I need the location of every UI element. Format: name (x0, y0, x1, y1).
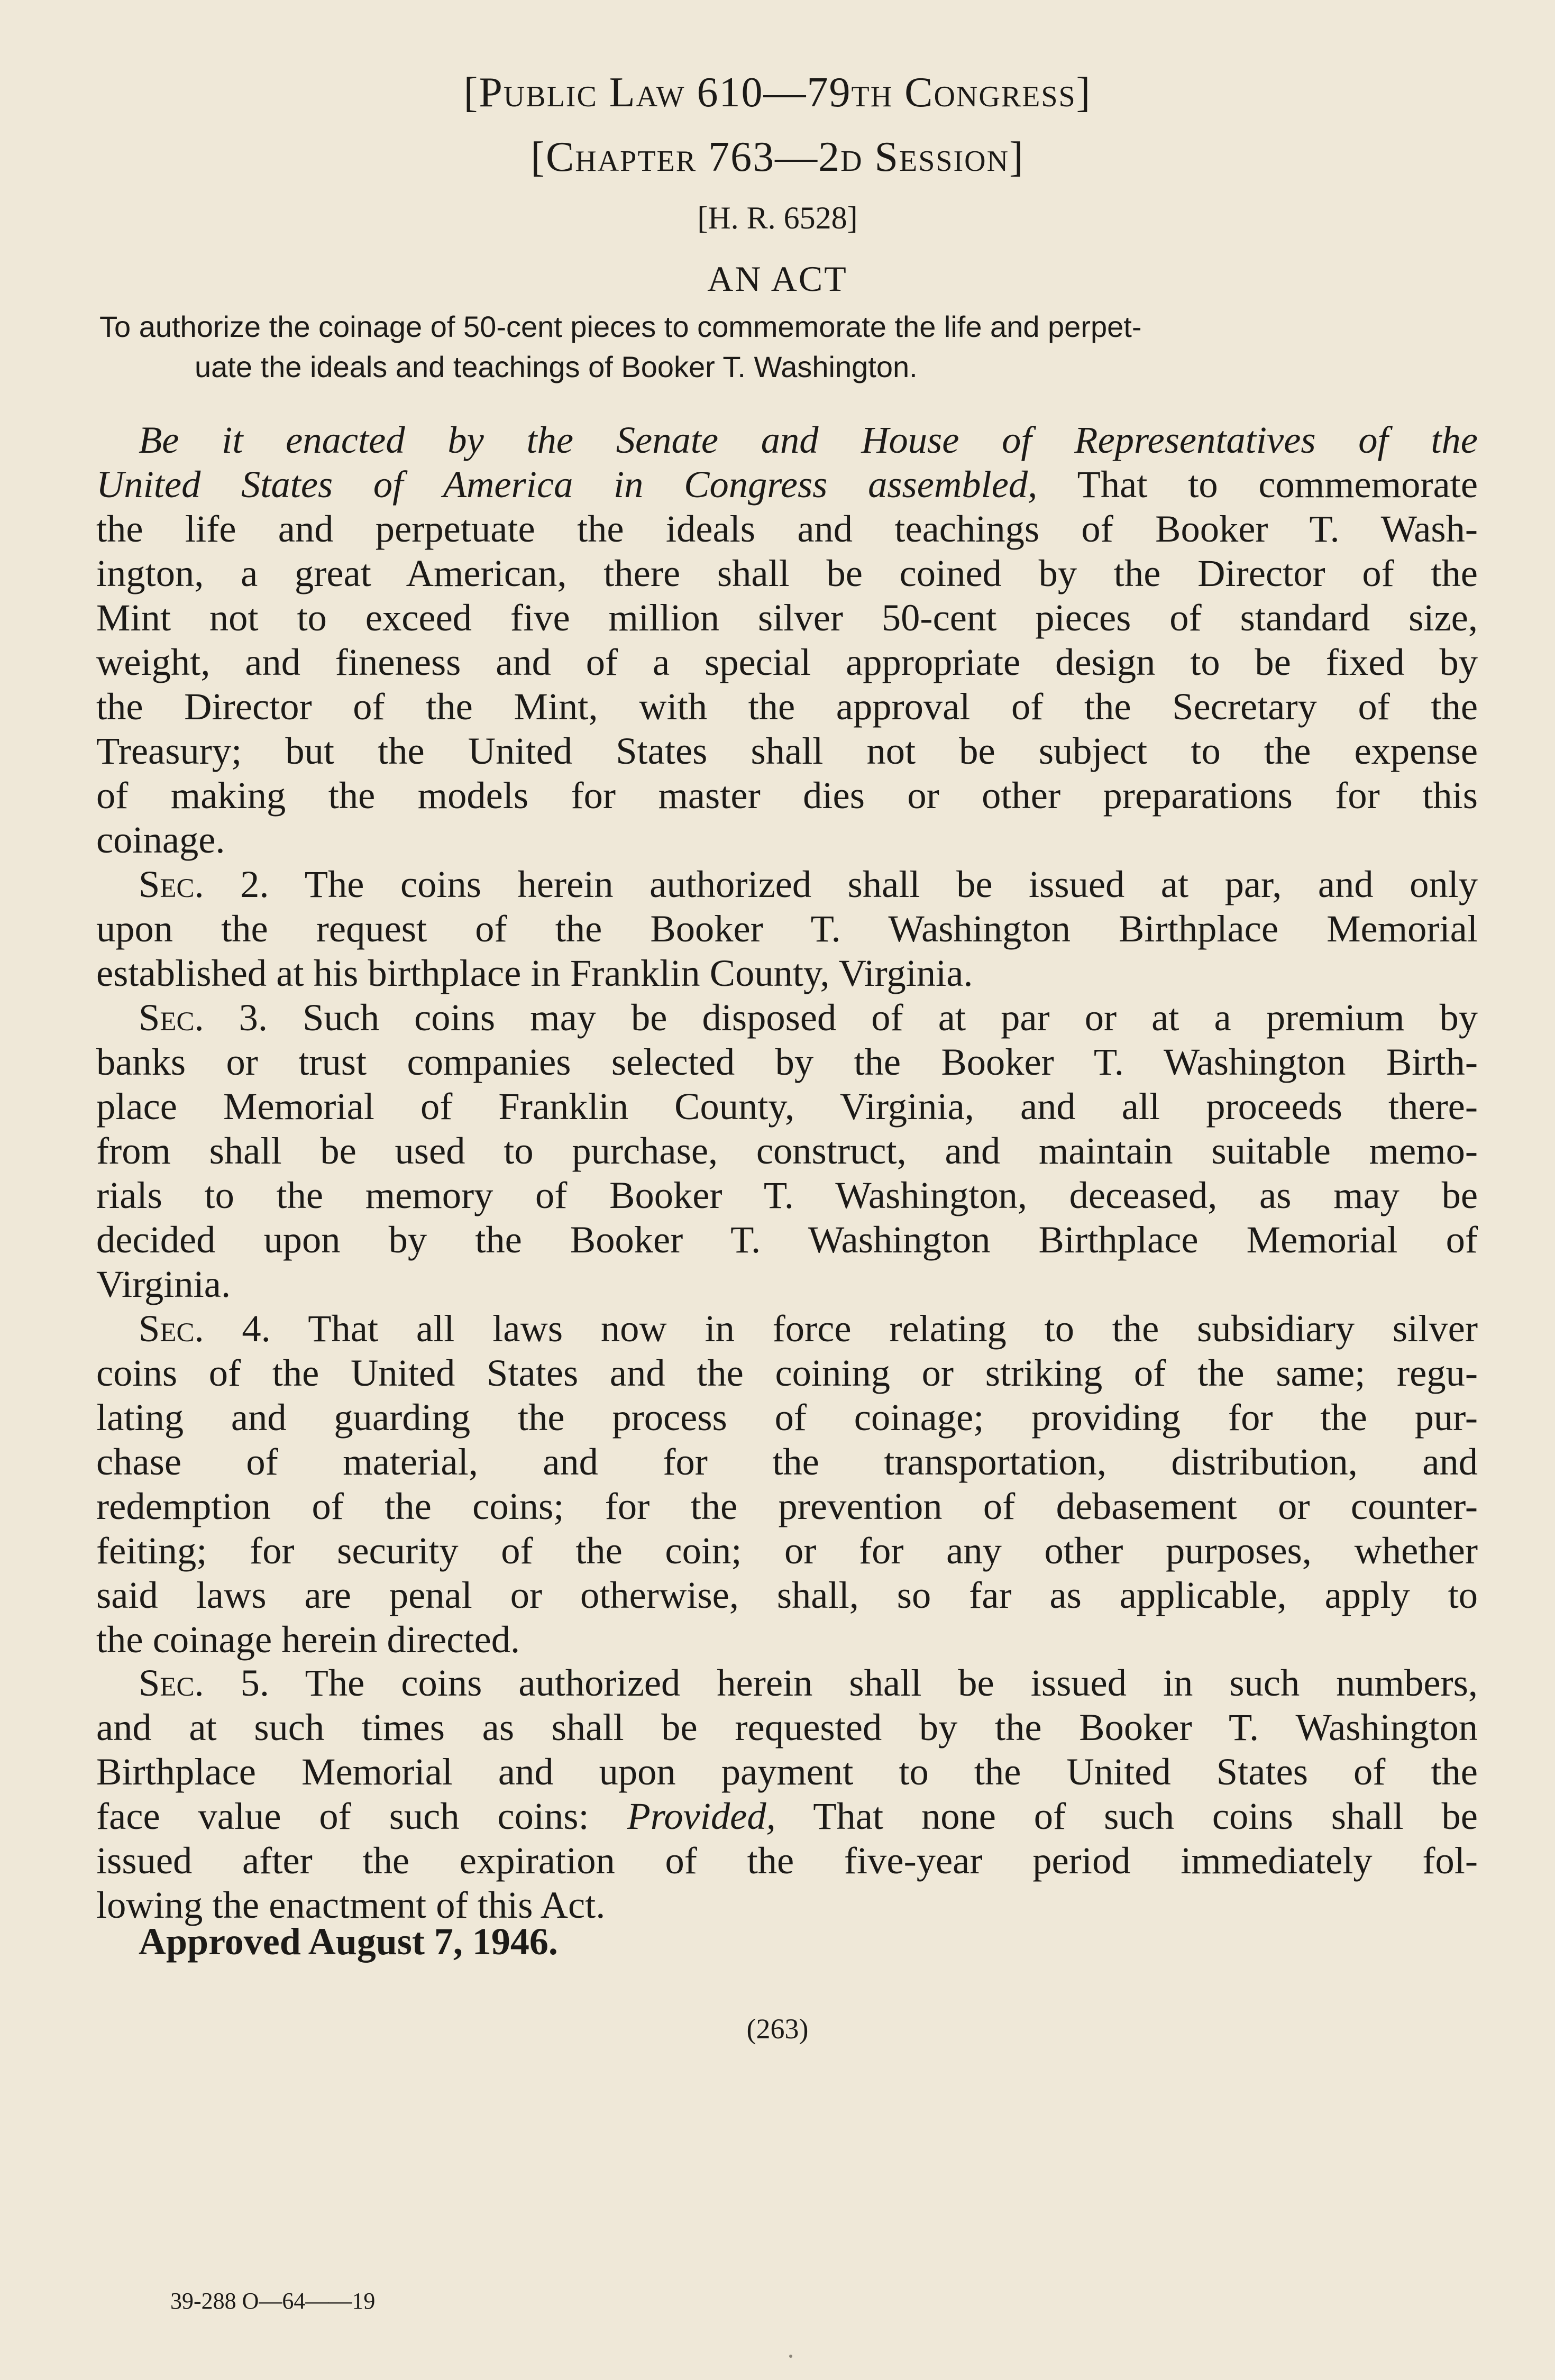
enacting-italic-fragment: United States of America in Congress assembled, (96, 463, 1038, 506)
section-3 (96, 995, 1478, 1306)
enacting-line (96, 462, 1478, 507)
section-label: Sec. 2. (139, 863, 269, 905)
body-line: Virginia. (96, 1262, 231, 1305)
bill-number: [H. R. 6528] (697, 200, 858, 235)
approval-date: Approved August 7, 1946. (139, 1920, 558, 1963)
purpose-line: To authorize the coinage of 50-cent pieces to commemorate the life and perpet- (99, 310, 1142, 343)
enacting-fragment: That to commemorate (1037, 463, 1478, 506)
section-label: Sec. 3. (139, 996, 268, 1039)
section-first-line (96, 862, 1478, 907)
paper-speck (789, 2355, 792, 2358)
body-line: rials to the memory of Booker T. Washington, deceased, as may be (96, 1174, 1478, 1216)
section-fragment: That all laws now in force relating to the subsidiary silver (270, 1307, 1478, 1350)
body-line: established at his birthplace in Franklin County, Virginia. (96, 951, 973, 994)
body-line: Treasury; but the United States shall not be subject to the expense (96, 729, 1478, 772)
body-line: the Director of the Mint, with the approval of the Secretary of the (96, 685, 1478, 728)
act-title: AN ACT (707, 259, 848, 299)
body-line: coins of the United States and the coining or striking of the same; regu- (96, 1351, 1478, 1394)
section-label: Sec. 5. (139, 1661, 269, 1704)
proviso-word: Provided, (627, 1795, 776, 1837)
purpose-line: uate the ideals and teachings of Booker T. Washington. (195, 350, 918, 383)
body-line: ington, a great American, there shall be coined by the Director of the (96, 552, 1478, 594)
section-2 (96, 862, 1478, 995)
body-line: of making the models for master dies or other preparations for this (96, 774, 1478, 817)
body-line: lowing the enactment of this Act. (96, 1883, 606, 1926)
enacting-italic-line: Be it enacted by the Senate and House of Representatives of the (139, 418, 1478, 461)
proviso-fragment: face value of such coins: (96, 1795, 627, 1837)
body-line: place Memorial of Franklin County, Virginia, and all proceeds there- (96, 1085, 1478, 1128)
body-line: redemption of the coins; for the prevention of debasement or counter- (96, 1485, 1478, 1527)
enacting-clause (96, 418, 1478, 862)
body-line: said laws are penal or otherwise, shall, so far as applicable, apply to (96, 1573, 1478, 1616)
section-first-line (96, 995, 1478, 1040)
section-first-line (96, 1306, 1478, 1351)
section-4 (96, 1306, 1478, 1662)
section-first-line (96, 1661, 1478, 1705)
body-line: Mint not to exceed five million silver 50-cent pieces of standard size, (96, 596, 1478, 639)
chapter-heading: [Chapter 763—2d Session] (530, 134, 1025, 180)
section-fragment: Such coins may be disposed of at par or at a premium by (268, 996, 1478, 1039)
body-line: Birthplace Memorial and upon payment to the United States of the (96, 1750, 1478, 1793)
body-line: the life and perpetuate the ideals and teachings of Booker T. Wash- (96, 507, 1478, 550)
proviso-fragment: That none of such coins shall be (775, 1795, 1478, 1837)
proviso-line (96, 1794, 1478, 1838)
body-line: and at such times as shall be requested by the Booker T. Washington (96, 1706, 1478, 1749)
body-line: the coinage herein directed. (96, 1618, 520, 1661)
act-purpose (99, 307, 1480, 387)
body-line: lating and guarding the process of coinage; providing for the pur- (96, 1396, 1478, 1439)
body-line: from shall be used to purchase, construct, and maintain suitable memo- (96, 1129, 1478, 1172)
body-line: coinage. (96, 818, 225, 861)
body-line: banks or trust companies selected by the Booker T. Washington Birth- (96, 1040, 1478, 1083)
section-label: Sec. 4. (139, 1307, 271, 1350)
body-line: upon the request of the Booker T. Washington Birthplace Memorial (96, 907, 1478, 950)
page-number: (263) (746, 2013, 809, 2045)
section-5 (96, 1661, 1478, 1927)
section-fragment: The coins herein authorized shall be issued at par, and only (269, 863, 1478, 905)
body-line: issued after the expiration of the five-year period immediately fol- (96, 1839, 1478, 1882)
public-law-heading: [Public Law 610—79th Congress] (463, 69, 1092, 116)
section-fragment: The coins authorized herein shall be issued in such numbers, (269, 1661, 1478, 1704)
body-line: feiting; for security of the coin; or for any other purposes, whether (96, 1529, 1478, 1572)
body-line: decided upon by the Booker T. Washington Birthplace Memorial of (96, 1218, 1478, 1261)
print-code: 39-288 O—64——19 (170, 2288, 376, 2314)
body-line: chase of material, and for the transportation, distribution, and (96, 1440, 1478, 1483)
body-line: weight, and fineness and of a special appropriate design to be fixed by (96, 640, 1478, 683)
